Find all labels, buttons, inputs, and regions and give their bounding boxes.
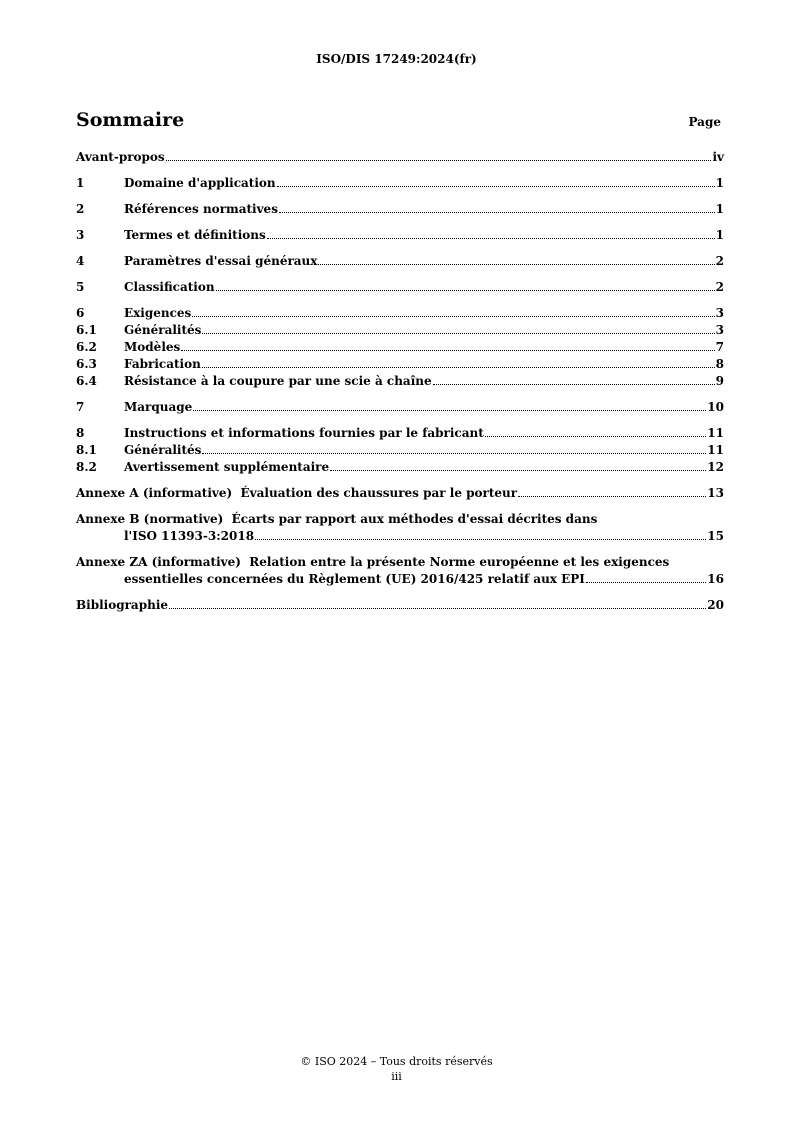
copyright-notice: © ISO 2024 – Tous droits réservés <box>300 1055 493 1068</box>
dot-leader <box>169 608 706 609</box>
toc-entry-page: 15 <box>707 529 724 543</box>
dot-leader <box>193 410 706 411</box>
toc-entry-page: 10 <box>707 400 724 414</box>
table-of-contents <box>76 148 724 613</box>
toc-entry-title: Annexe A (informative) Évaluation des chaussures par le porteur <box>76 486 518 500</box>
toc-entry-7[interactable] <box>76 398 724 415</box>
dot-leader <box>267 238 715 239</box>
toc-entry-page: 3 <box>715 323 724 337</box>
toc-entry-page: iv <box>712 150 724 164</box>
toc-entry-page: 7 <box>715 340 724 354</box>
toc-entry-number: 6.3 <box>76 357 97 371</box>
toc-entry-page: 1 <box>715 228 724 242</box>
dot-leader <box>279 212 715 213</box>
dot-leader <box>202 453 706 454</box>
toc-entry-annexe-b[interactable] <box>76 510 724 544</box>
toc-entry-number: 6.1 <box>76 323 97 337</box>
toc-entry-annexe-za[interactable] <box>76 553 724 587</box>
toc-entry-title: Généralités <box>124 323 202 337</box>
toc-entry-title-continued: l'ISO 11393-3:2018 <box>124 529 255 543</box>
toc-entry-number: 6 <box>76 306 85 320</box>
toc-entry-title: Termes et définitions <box>124 228 266 242</box>
toc-entry-page: 2 <box>715 254 724 268</box>
page-footer <box>0 1054 793 1084</box>
toc-entry-page: 16 <box>707 572 724 586</box>
dot-leader <box>192 316 714 317</box>
dot-leader <box>216 290 715 291</box>
toc-entry-page: 1 <box>715 176 724 190</box>
toc-entry-8-2[interactable] <box>76 458 724 475</box>
toc-entry-avant-propos[interactable] <box>76 148 724 165</box>
toc-entry-title: Classification <box>124 280 215 294</box>
toc-entry-page: 11 <box>707 443 724 457</box>
toc-entry-6-1[interactable] <box>76 321 724 338</box>
toc-entry-title: Avant-propos <box>76 150 165 164</box>
toc-entry-6[interactable] <box>76 304 724 321</box>
toc-entry-title: Annexe B (normative) Écarts par rapport aux méthodes d'essai décrites dans <box>76 512 598 526</box>
toc-entry-title: Bibliographie <box>76 598 169 612</box>
toc-entry-page: 3 <box>715 306 724 320</box>
toc-entry-page: 8 <box>715 357 724 371</box>
dot-leader <box>202 367 715 368</box>
toc-entry-8-1[interactable] <box>76 441 724 458</box>
toc-entry-6-4[interactable] <box>76 372 724 389</box>
toc-entry-1[interactable] <box>76 174 724 191</box>
toc-title: Sommaire <box>76 109 185 131</box>
toc-entry-number: 8 <box>76 426 85 440</box>
dot-leader <box>318 264 714 265</box>
dot-leader <box>330 470 706 471</box>
toc-entry-5[interactable] <box>76 278 724 295</box>
dot-leader <box>433 384 715 385</box>
toc-entry-bibliographie[interactable] <box>76 596 724 613</box>
toc-entry-3[interactable] <box>76 226 724 243</box>
toc-entry-title: Avertissement supplémentaire <box>124 460 330 474</box>
toc-entry-2[interactable] <box>76 200 724 217</box>
dot-leader <box>586 582 706 583</box>
toc-entry-title: Fabrication <box>124 357 201 371</box>
toc-entry-title: Résistance à la coupure par une scie à chaîne <box>124 374 432 388</box>
dot-leader <box>166 160 712 161</box>
toc-entry-page: 2 <box>715 280 724 294</box>
toc-entry-6-3[interactable] <box>76 355 724 372</box>
toc-entry-number: 1 <box>76 176 85 190</box>
toc-entry-page: 11 <box>707 426 724 440</box>
toc-entry-number: 8.2 <box>76 460 97 474</box>
toc-entry-title: Généralités <box>124 443 202 457</box>
toc-entry-page: 12 <box>707 460 724 474</box>
page-number: iii <box>391 1070 402 1083</box>
dot-leader <box>485 436 707 437</box>
toc-entry-number: 6.2 <box>76 340 97 354</box>
toc-entry-page: 20 <box>707 598 724 612</box>
toc-entry-number: 6.4 <box>76 374 97 388</box>
dot-leader <box>202 333 714 334</box>
dot-leader <box>255 539 706 540</box>
toc-entry-title: Exigences <box>124 306 192 320</box>
toc-entry-page: 1 <box>715 202 724 216</box>
toc-entry-number: 7 <box>76 400 85 414</box>
toc-entry-title: Paramètres d'essai généraux <box>124 254 318 268</box>
toc-entry-6-2[interactable] <box>76 338 724 355</box>
dot-leader <box>518 496 706 497</box>
document-id-header: ISO/DIS 17249:2024(fr) <box>316 52 477 66</box>
toc-entry-number: 5 <box>76 280 85 294</box>
toc-entry-4[interactable] <box>76 252 724 269</box>
toc-entry-8[interactable] <box>76 424 724 441</box>
toc-entry-number: 8.1 <box>76 443 97 457</box>
toc-entry-title: Instructions et informations fournies par le fabricant <box>124 426 484 440</box>
dot-leader <box>181 350 714 351</box>
toc-entry-number: 2 <box>76 202 85 216</box>
toc-entry-page: 9 <box>715 374 724 388</box>
toc-entry-title: Annexe ZA (informative) Relation entre la présente Norme européenne et les exigences <box>76 555 670 569</box>
toc-entry-page: 13 <box>707 486 724 500</box>
toc-page-column-label: Page <box>688 115 721 129</box>
toc-entry-title-continued: essentielles concernées du Règlement (UE) 2016/425 relatif aux EPI <box>124 572 585 586</box>
toc-entry-annexe-a[interactable] <box>76 484 724 501</box>
toc-entry-title: Références normatives <box>124 202 278 216</box>
toc-entry-number: 4 <box>76 254 85 268</box>
toc-entry-title: Domaine d'application <box>124 176 276 190</box>
toc-entry-title: Modèles <box>124 340 181 354</box>
dot-leader <box>277 186 715 187</box>
toc-entry-title: Marquage <box>124 400 193 414</box>
toc-entry-number: 3 <box>76 228 85 242</box>
